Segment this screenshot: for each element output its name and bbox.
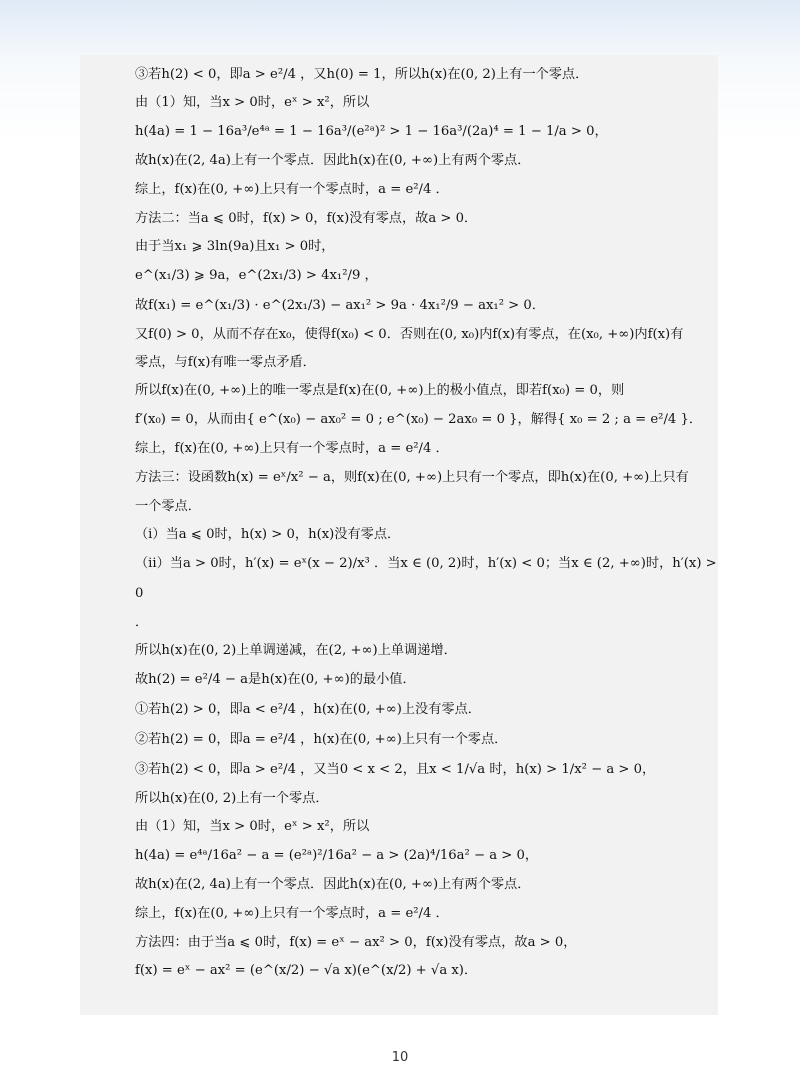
text-line: 又f(0) > 0，从而不存在x₀，使得f(x₀) < 0．否则在(0, x₀)内f(x)有零点，在(x₀, +∞)内f(x)有: [135, 327, 684, 342]
solution-text: [135, 61, 720, 985]
text-line: 方法四：由于当a ⩽ 0时，f(x) = eˣ − ax² > 0，f(x)没有零点，故a > 0，: [135, 935, 577, 950]
page-number: 10: [391, 1050, 409, 1065]
text-line: 综上，f(x)在(0, +∞)上只有一个零点时，a = e²/4 ．: [135, 906, 449, 921]
text-line: 零点，与f(x)有唯一零点矛盾．: [135, 355, 316, 370]
text-line: 由于当x₁ ⩾ 3ln(9a)且x₁ > 0时，: [135, 239, 335, 254]
text-line: 方法二：当a ⩽ 0时，f(x) > 0，f(x)没有零点，故a > 0．: [135, 211, 478, 226]
math-line: 故f(x₁) = e^(x₁/3) · e^(2x₁/3) − ax₁² > 9a · 4x₁²/9 − ax₁² > 0．: [135, 298, 546, 313]
text-line: 综上，f(x)在(0, +∞)上只有一个零点时，a = e²/4 ．: [135, 182, 449, 197]
text-line: 所以f(x)在(0, +∞)上的唯一零点是f(x)在(0, +∞)上的极小值点，即若f(x₀) = 0，则: [135, 383, 625, 398]
text-line: ②若h(2) = 0，即a = e²/4 ，h(x)在(0, +∞)上只有一个零点．: [135, 732, 508, 747]
text-line: ③若h(2) < 0，即a > e²/4 ，又h(0) = 1，所以h(x)在(0, 2)上有一个零点．: [135, 67, 589, 82]
math-line: （ii）当a > 0时，h′(x) = eˣ(x − 2)/x³ ．当x ∈ (0, 2)时，h′(x) < 0；当x ∈ (2, +∞)时，h′(x) > 0: [135, 556, 721, 601]
text-line: 一个零点．: [135, 499, 201, 514]
text-line: 由（1）知，当x > 0时，eˣ > x²，所以: [135, 819, 370, 834]
text-line: 故h(2) = e²/4 − a是h(x)在(0, +∞)的最小值．: [135, 672, 416, 687]
math-line: f′(x₀) = 0，从而由{ e^(x₀) − ax₀² = 0 ; e^(x₀) − 2ax₀ = 0 }，解得{ x₀ = 2 ; a = e²/4 }．: [135, 412, 703, 427]
text-line: 故h(x)在(2, 4a)上有一个零点．因此h(x)在(0, +∞)上有两个零点．: [135, 153, 531, 168]
text-line: 故h(x)在(2, 4a)上有一个零点．因此h(x)在(0, +∞)上有两个零点．: [135, 877, 531, 892]
math-line: f(x) = eˣ − ax² = (e^(x/2) − √a x)(e^(x/2) + √a x)．: [135, 963, 478, 978]
text-line: ．: [135, 615, 149, 630]
text-line: ①若h(2) > 0，即a < e²/4 ，h(x)在(0, +∞)上没有零点．: [135, 702, 481, 717]
text-line: ③若h(2) < 0，即a > e²/4 ，又当0 < x < 2，且x < 1/√a 时，h(x) > 1/x² − a > 0，: [135, 762, 656, 777]
text-line: 所以h(x)在(0, 2)上有一个零点．: [135, 791, 329, 806]
text-line: 所以h(x)在(0, 2)上单调递减，在(2, +∞)上单调递增．: [135, 643, 457, 658]
math-line: h(4a) = 1 − 16a³/e⁴ᵃ = 1 − 16a³/(e²ᵃ)² > 1 − 16a³/(2a)⁴ = 1 − 1/a > 0，: [135, 124, 608, 139]
text-line: 由（1）知，当x > 0时，eˣ > x²，所以: [135, 95, 370, 110]
document-page: [80, 55, 721, 1015]
math-line: h(4a) = e⁴ᵃ/16a² − a = (e²ᵃ)²/16a² − a > (2a)⁴/16a² − a > 0，: [135, 848, 539, 863]
text-line: （i）当a ⩽ 0时，h(x) > 0，h(x)没有零点．: [135, 527, 401, 542]
math-line: e^(x₁/3) ⩾ 9a，e^(2x₁/3) > 4x₁²/9 ，: [135, 268, 378, 283]
text-line: 综上，f(x)在(0, +∞)上只有一个零点时，a = e²/4 ．: [135, 441, 449, 456]
text-line: 方法三：设函数h(x) = eˣ/x² − a，则f(x)在(0, +∞)上只有一个零点，即h(x)在(0, +∞)上只有: [135, 470, 689, 485]
